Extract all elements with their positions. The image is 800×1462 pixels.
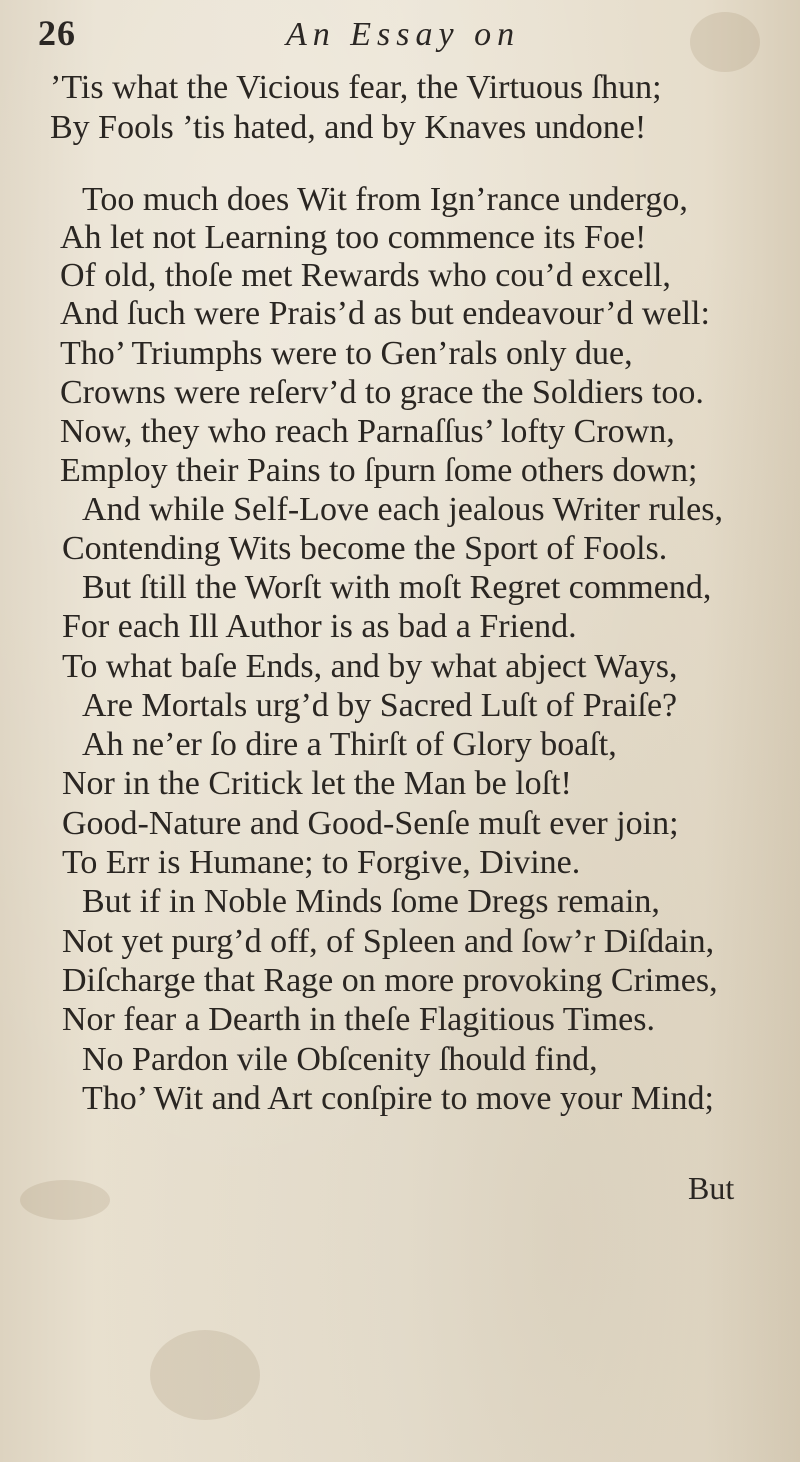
verse-line: Crowns were reſerv’d to grace the Soldiers too. (60, 374, 704, 411)
verse-line: Employ their Pains to ſpurn ſome others down; (60, 452, 698, 489)
verse-line: And while Self-Love each jealous Writer rules, (82, 491, 723, 528)
verse-line: Are Mortals urg’d by Sacred Luſt of Praiſe? (82, 687, 678, 724)
verse-line: Good-Nature and Good-Senſe muſt ever join; (62, 805, 679, 842)
page-header (38, 12, 740, 72)
verse-line: Ah ne’er ſo dire a Thirſt of Glory boaſt, (82, 726, 617, 763)
verse-line: Contending Wits become the Sport of Fools. (62, 530, 668, 567)
verse-line: Tho’ Wit and Art conſpire to move your Mind; (82, 1080, 714, 1117)
verse-line: For each Ill Author is as bad a Friend. (62, 608, 577, 645)
verse-line: Tho’ Triumphs were to Gen’rals only due, (60, 335, 633, 372)
verse-line: Diſcharge that Rage on more provoking Crimes, (62, 962, 718, 999)
verse-line: To what baſe Ends, and by what abject Ways, (62, 648, 678, 685)
page-number: 26 (38, 13, 76, 53)
verse-line: Nor in the Critick let the Man be loſt! (62, 765, 572, 802)
verse-line: ’Tis what the Vicious fear, the Virtuous ſhun; (50, 69, 662, 106)
verse-line: Too much does Wit from Ign’rance undergo, (82, 181, 688, 218)
verse-line: By Fools ’tis hated, and by Knaves undone! (50, 109, 647, 146)
verse-line: Now, they who reach Parnaſſus’ lofty Crown, (60, 413, 675, 450)
verse-line: No Pardon vile Obſcenity ſhould find, (82, 1041, 598, 1078)
verse-line: Ah let not Learning too commence its Foe! (60, 219, 647, 256)
verse-line: And ſuch were Prais’d as but endeavour’d well: (60, 295, 710, 332)
catchword: But (688, 1170, 735, 1206)
verse-line: But ſtill the Worſt with moſt Regret commend, (82, 569, 712, 606)
verse-line: Not yet purg’d off, of Spleen and ſow’r Diſdain, (62, 923, 715, 960)
verse-line: Of old, thoſe met Rewards who cou’d excell, (60, 257, 671, 294)
running-title: An Essay on (286, 16, 521, 53)
paper-stain (150, 1330, 260, 1420)
paper-stain (20, 1180, 110, 1220)
verse-line: Nor fear a Dearth in theſe Flagitious Times. (62, 1001, 656, 1038)
verse-line: But if in Noble Minds ſome Dregs remain, (82, 883, 660, 920)
verse-line: To Err is Humane; to Forgive, Divine. (62, 844, 581, 881)
